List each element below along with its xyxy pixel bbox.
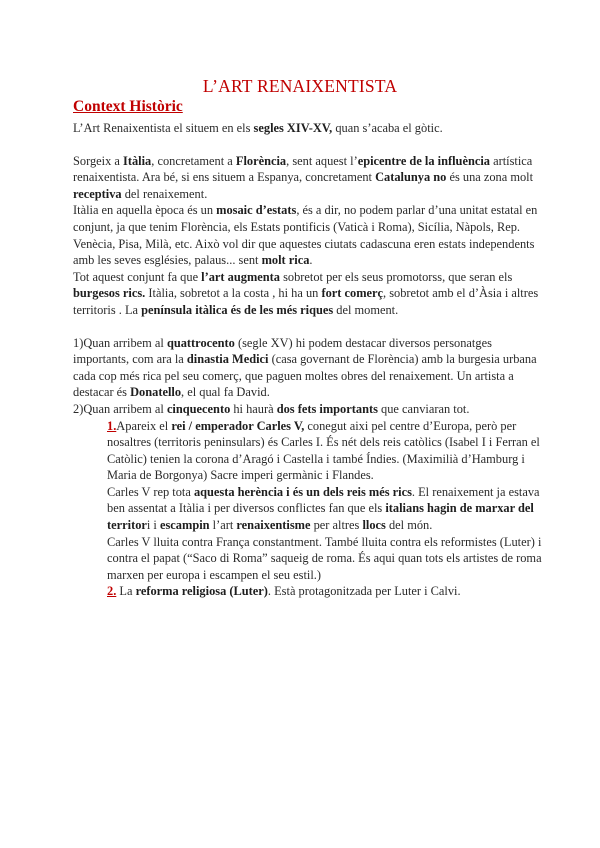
intro-paragraph: L’Art Renaixentista el situem en els segles XIV-XV, quan s’acaba el gòtic. [73,121,443,135]
list-item: 1.Apareix el rei / emperador Carles V, conegut aixi pel centre d’Europa, però per nosaltres (territoris peninsulars) és Carles I. És nét dels reis catòlics (Isabel I i Ferran el Catòlic) tenien la corona d’Aragó i Castella i també Índies. (Maximilià d’Hamburg i Maria de Borgonya) Sacre imperi germànic i Flandes. [107,418,540,483]
list-item: Carles V lluita contra França constantment. També lluita contra els reformistes (Luter) i contra el papat (“Saco di Roma” saqueig de roma. És aqui quan tots els artistes de roma marxen per europa i escampen el seu estil.) [107,534,542,582]
list-item: Carles V rep tota aquesta herència i és un dels reis més rics. El renaixement ja estava ben assentat a Itàlia i per diversos conflictes fan que els italians hagin de marxar del territori i escampin l’art renaixentisme per altres llocs del món. [107,484,540,533]
paragraph-burgesos: Tot aquest conjunt fa que l’art augmenta sobretot per els seus promotorss, que seran els burgesos rics. Itàlia, sobretot a la costa , hi ha un fort comerç, sobretot amb el d’Àsia i altres territoris . La península itàlica és de les més riques del moment. [73,269,539,317]
paragraph-mosaic: Itàlia en aquella època és un mosaic d’estats, és a dir, no podem parlar d’una unitat estatal en conjunt, ja que tenim Florència, els Estats pontificis (Vaticà i Roma), Sicília, Nàpols, Rep. Venècia, Pisa, Milà, etc. Això vol dir que aquestes ciutats cadascuna eren estats independents amb les seves esglésies, palaus... sent molt rica. [73,203,538,268]
paragraph-quattrocento: 1)Quan arribem al quattrocento (segle XV) hi podem destacar diversos personatges importants, com ara la dinastia Medici (casa governant de Florència) amb la burgesia urbana cada cop més rica pel seu comerç, que paguen moltes obres del renaixement. Un artista a destacar és Donatello, el qual fa David. [73,335,537,400]
page-title: L’ART RENAIXENTISTA [202,76,398,96]
list-item: 2. La reforma religiosa (Luter). Està protagonitzada per Luter i Calvi. [107,584,461,599]
cinquecento-details [73,418,543,601]
document-body [73,120,543,600]
paragraph-cinquecento: 2)Quan arribem al cinquecento hi haurà dos fets importants que canviaran tot. [73,401,470,416]
section-heading: Context Històric [73,98,183,115]
paragraph-italia: Sorgeix a Itàlia, concretament a Florència, sent aquest l’epicentre de la influència artística renaixentista. Ara bé, si ens situem a Espanya, concretament Catalunya no és una zona molt receptiva del renaixement. [73,153,534,201]
